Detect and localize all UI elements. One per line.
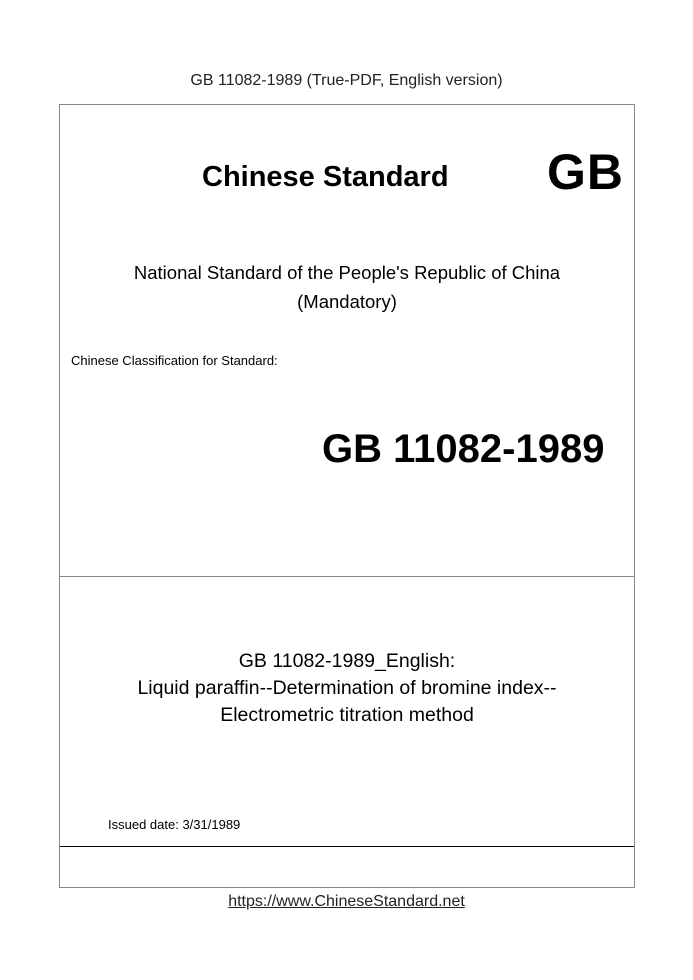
brand-row	[60, 143, 634, 203]
cover-top-section	[60, 105, 634, 577]
standard-number: GB 11082-1989	[322, 427, 605, 471]
title-line: Liquid paraffin--Determination of bromine index--	[137, 677, 557, 699]
issued-date: Issued date: 3/31/1989	[108, 817, 241, 832]
national-standard-label	[60, 258, 634, 316]
cover-title-section	[60, 577, 634, 847]
classification-label: Chinese Classification for Standard:	[71, 353, 278, 368]
gb-logo: GB	[547, 144, 624, 200]
mandatory-label: (Mandatory)	[297, 291, 397, 312]
national-standard-line: National Standard of the People's Republic of China	[133, 262, 561, 283]
title-line: Electrometric titration method	[220, 704, 474, 726]
website-link[interactable]: https://www.ChineseStandard.net	[228, 893, 465, 910]
brand-title: Chinese Standard	[202, 161, 449, 193]
document-title	[60, 648, 634, 729]
cover-frame	[59, 104, 635, 888]
page-header: GB 11082-1989 (True-PDF, English version)	[190, 72, 503, 89]
title-line: GB 11082-1989_English:	[238, 650, 456, 672]
